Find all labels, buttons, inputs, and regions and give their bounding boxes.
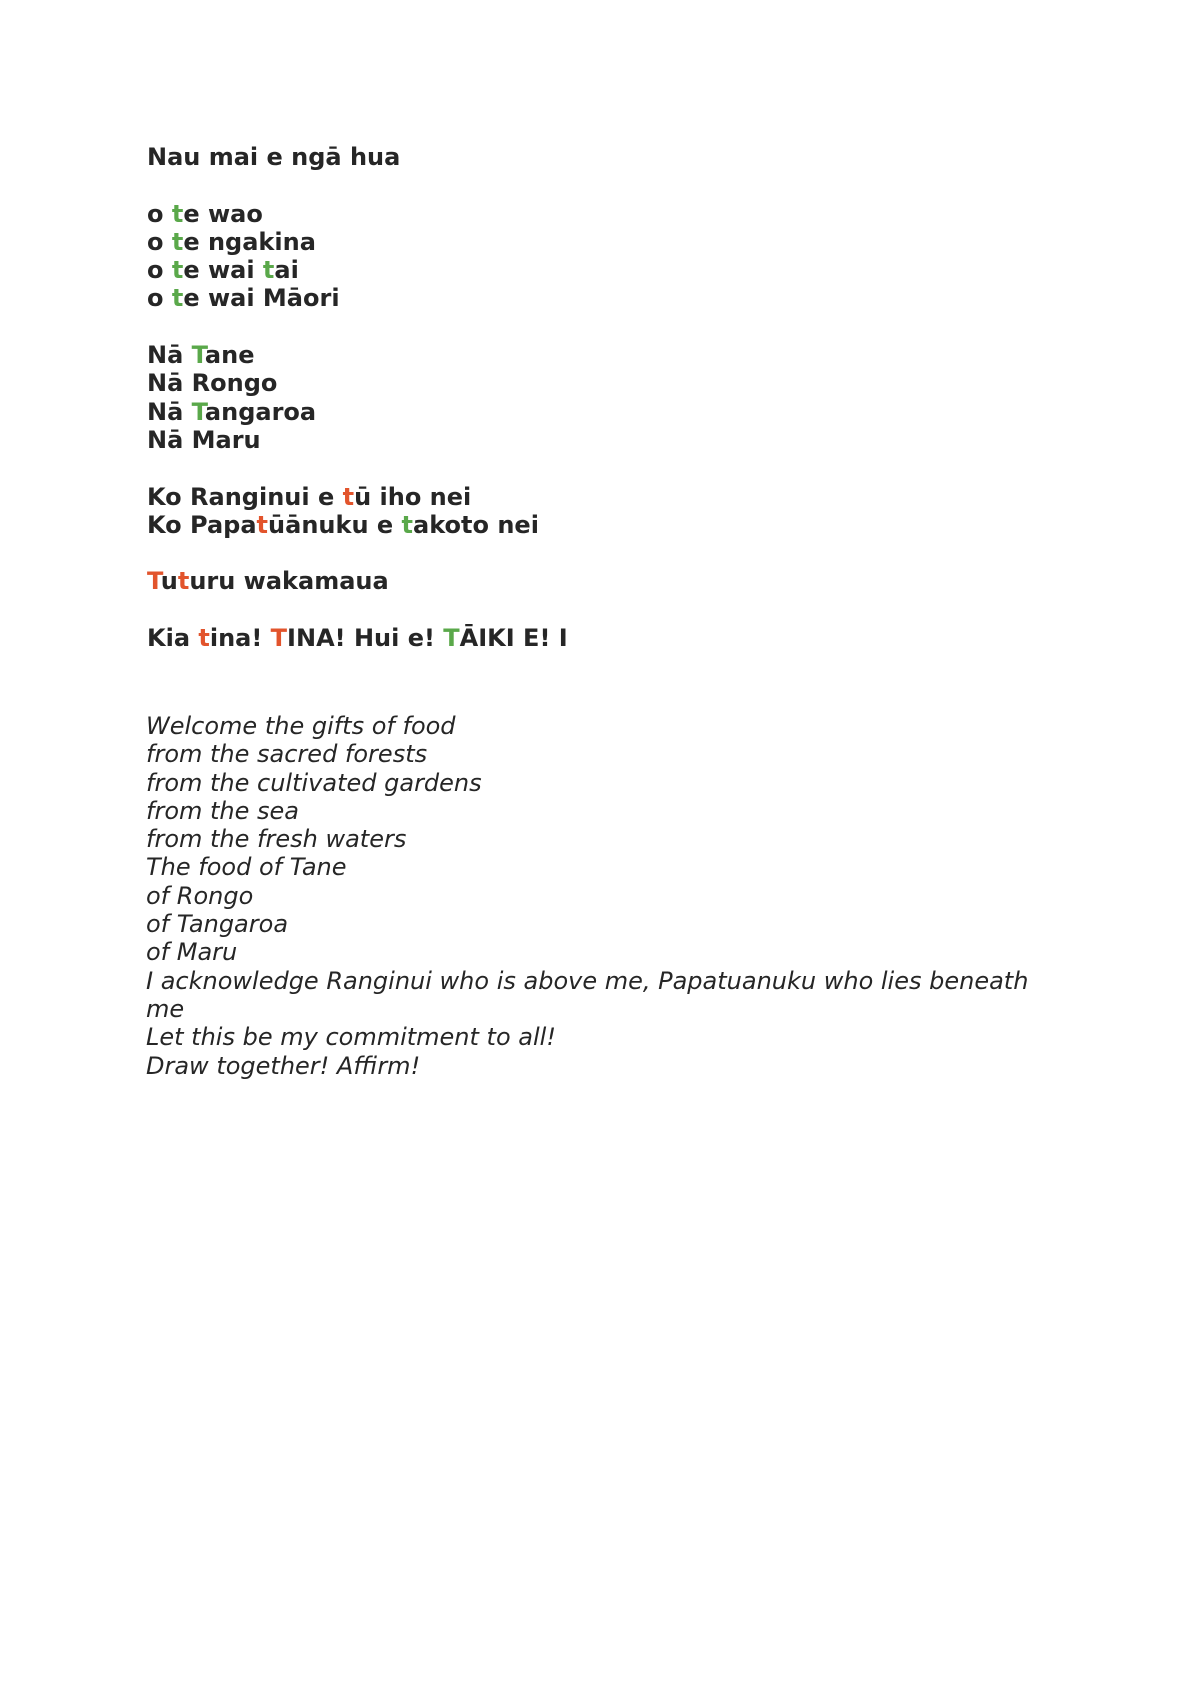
karakia-line: o te wai Māori [147, 284, 340, 313]
karakia-line: Tuturu wakamaua [147, 567, 389, 596]
green-highlight: t [171, 199, 184, 228]
red-highlight: T [270, 624, 288, 653]
karakia-line: Kia tina! TINA! Hui e! TĀIKI E! I [147, 624, 568, 653]
translation-line: The food of Tane [146, 853, 347, 882]
karakia-line: o te wai tai [147, 256, 299, 285]
green-highlight: T [191, 397, 205, 426]
karakia-line: Ko Papatūānuku e takoto nei [147, 510, 539, 539]
translation-line: of Rongo [146, 881, 254, 910]
red-highlight: T [147, 567, 161, 596]
stanza-gap [147, 313, 568, 341]
stanza-gap [147, 596, 568, 624]
karakia-line: Nau mai e ngā hua [147, 143, 401, 171]
translation-line: of Tangaroa [146, 910, 289, 939]
karakia-line: Nā Tane [147, 341, 255, 370]
translation-line: I acknowledge Ranginui who is above me, Papatuanuku who lies beneath me [146, 966, 1029, 1023]
translation-line: from the sacred forests [146, 740, 428, 769]
karakia-line: Nā Rongo [147, 369, 278, 398]
karakia-line: o te wao [147, 199, 263, 228]
green-highlight: t [171, 284, 184, 313]
green-highlight: t [401, 510, 414, 539]
green-highlight: T [443, 624, 460, 653]
english-translation [146, 712, 1066, 1080]
translation-line: from the cultivated gardens [146, 768, 482, 797]
karakia-line: Nā Maru [147, 425, 261, 454]
translation-line: Welcome the gifts of food [146, 712, 456, 740]
translation-line: of Maru [146, 938, 238, 967]
translation-line: from the fresh waters [146, 825, 407, 854]
red-highlight: t [177, 567, 190, 596]
green-highlight: t [171, 227, 184, 256]
stanza-gap [147, 539, 568, 567]
green-highlight: t [262, 256, 275, 285]
green-highlight: T [191, 341, 205, 370]
karakia-line: Nā Tangaroa [147, 397, 317, 426]
red-highlight: t [198, 624, 210, 653]
karakia-line: Ko Ranginui e tū iho nei [147, 482, 472, 511]
red-highlight: t [256, 510, 269, 539]
stanza-gap [147, 171, 568, 199]
stanza-gap [147, 454, 568, 482]
green-highlight: t [171, 256, 184, 285]
translation-line: from the sea [146, 796, 299, 825]
red-highlight: t [342, 482, 355, 511]
translation-line: Draw together! Affirm! [146, 1051, 421, 1080]
translation-line: Let this be my commitment to all! [146, 1023, 556, 1052]
karakia-line: o te ngakina [147, 227, 316, 256]
maori-karakia [147, 143, 568, 652]
